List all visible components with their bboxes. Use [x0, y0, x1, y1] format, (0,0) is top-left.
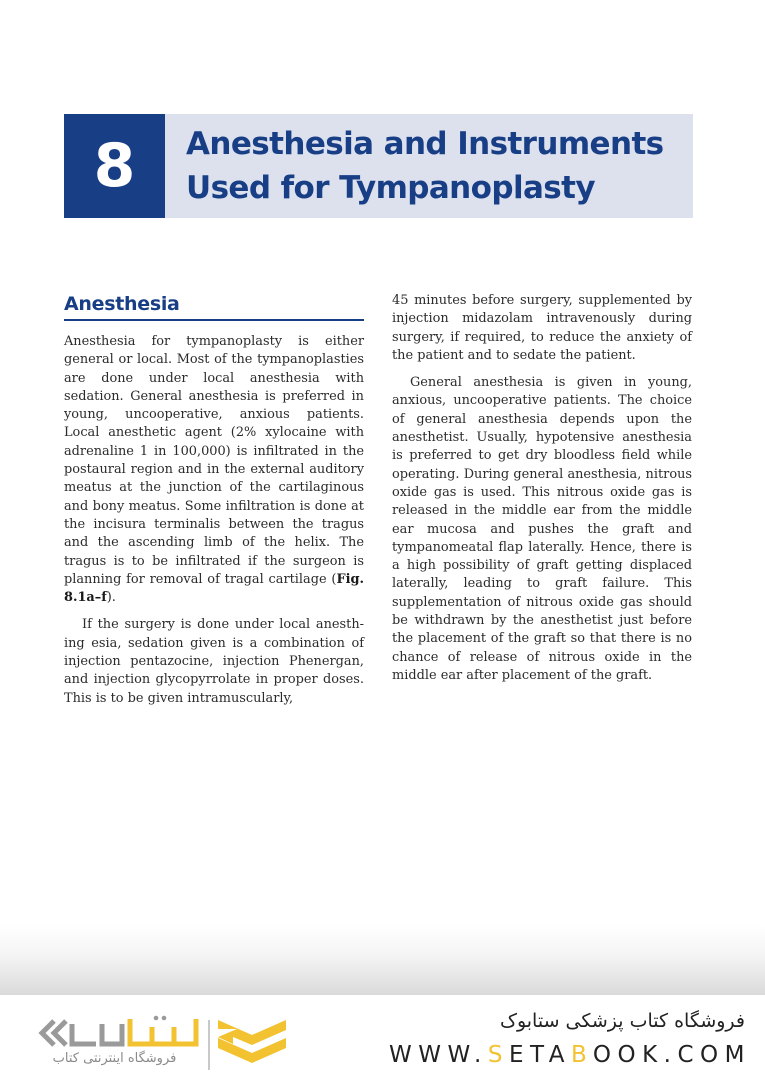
chapter-title-line-1: Anesthesia and Instruments	[186, 126, 664, 162]
url-part: OOK.COM	[592, 1042, 751, 1068]
url-part-highlight: S	[487, 1042, 509, 1068]
paragraph-local-sedation: If the surgery is done under local anesthing esia, sedation given is a combination of injection pentazocine, injection Phenergan, and injection glycopyrrolate in proper doses. This is to be given intramuscularly,	[64, 617, 364, 706]
left-column	[64, 292, 364, 708]
section-heading: Anesthesia	[64, 292, 364, 321]
url-part: WWW.	[388, 1042, 488, 1068]
footer-store-title: فروشگاه کتاب پزشکی ستابوک	[499, 1010, 745, 1032]
double-chevron-icon	[42, 1021, 66, 1045]
right-column	[392, 292, 692, 685]
footer-website-link[interactable]	[389, 1042, 751, 1068]
setabook-logo-icon	[38, 1015, 298, 1075]
figure-reference-link[interactable]: Fig. 8.1a–f	[64, 571, 364, 606]
chapter-title	[186, 122, 693, 210]
chapter-number: 8	[64, 114, 165, 218]
wordmark-yellow-icon	[130, 1019, 196, 1044]
paragraph-general-anesthesia: General anesthesia is given in young, anxious, uncooperative patients. The choice of general anesthesia depends upon the anesthetist. Usually, hypotensive anesthesia is preferred to get dry bloodless field while operating. During general anesthesia, nitrous oxide gas is used. This nitrous oxide gas is released in the middle ear from the middle ear mucosa and pushes the graft and tympanomeatal flap laterally. Hence, there is a high possibility of graft getting displaced laterally, leading to graft failure. This supplementation of nitrous oxide gas should be withdrawn by the anesthetist just before the placement of the graft so that there is no chance of release of nitrous oxide in the middle ear after placement of the graft.	[392, 375, 692, 683]
wordmark-gray-icon	[72, 1024, 122, 1044]
paragraph-intro	[64, 333, 364, 607]
chapter-title-line-2: Used for Tympanoplasty	[186, 170, 595, 206]
wordmark-dots-icon	[154, 1016, 167, 1021]
url-part-highlight: B	[571, 1042, 593, 1068]
setabook-logo[interactable]	[38, 1015, 298, 1075]
chapter-title-box	[165, 114, 693, 218]
chapter-header	[64, 114, 693, 218]
paragraph-intro-text: Anesthesia for tympanoplasty is either general or local. Most of the tympanoplasties are done under local anesthesia with sedation. General anesthesia is preferred in young, uncooperative, anxious patients. Local anesthetic agent (2% xylocaine with adrenaline 1 in 100,000) is infiltrated in the postaural region and in the external auditory meatus at the junction of the cartilaginous and bony meatus. Some infiltration is done at the incisura terminalis between the tragus and the ascending limb of the helix. The tragus is to be infiltrated if the surgeon is planning for removal of tragal cartilage (	[64, 334, 364, 587]
logo-divider	[208, 1020, 210, 1070]
footer-fade	[0, 925, 765, 995]
logo-tagline: فروشگاه اینترنتی کتاب	[52, 1051, 177, 1066]
url-part: ETA	[508, 1042, 572, 1068]
paragraph-intro-end: ).	[106, 590, 116, 606]
paragraph-continued: 45 minutes before surgery, supplemented by injection midazolam intravenously during surgery, if required, to reduce the anxiety of the patient and to sedate the patient.	[392, 293, 692, 363]
chevron-emblem-icon	[218, 1020, 286, 1063]
